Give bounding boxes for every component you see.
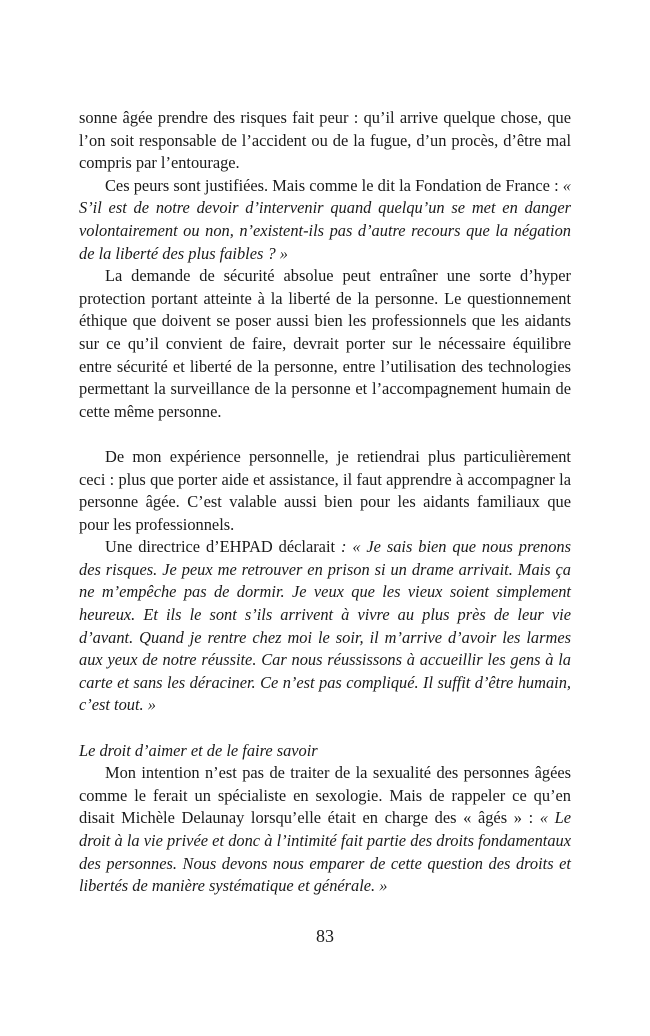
inline-quote-directrice-ehpad: : « Je sais bien que nous prenons des risques. Je peux me retrouver en prison si un drame arrivait. Mais ça ne m’empêche pas de dormir. Je veux que les vieux soient simplement heureux. Et ils le sont s’ils arrivent à vivre au plus près de leur vie d’avant. Quand je rentre chez moi le soir, il m’arrive d’avoir les larmes aux yeux de notre réussite. Car nous réussissons à accueillir les gens à la carte et sans les déraciner. Ce n’est pas compliqué. Il suffit d’être humain, c’est tout. »	[79, 537, 571, 715]
inline-quote-michele-delaunay: « Le droit à la vie privée et donc à l’intimité fait partie des droits fondamentaux des personnes. Nous devons nous emparer de cette question des droits et libertés de manière systématique et générale. »	[79, 808, 571, 896]
page-number: 83	[316, 926, 334, 946]
section-subheading: Le droit d’aimer et de le faire savoir	[79, 740, 318, 760]
paragraph-fondation-de-france	[79, 175, 571, 265]
paragraph-lead-text: Ces peurs sont justifiées. Mais comme le dit la Fondation de France :	[105, 175, 563, 195]
paragraph-lead-text: Mon intention n’est pas de traiter de la sexualité des personnes âgées comme le ferait un spécialiste en sexologie. Mais de rappeler ce qu’en disait Michèle Delaunay lorsqu’elle était en charge des « âgés » :	[79, 763, 571, 828]
paragraph-securite-absolue: La demande de sécurité absolue peut entraîner une sorte d’hyper protection portant atteinte à la liberté de la personne. Le questionnement éthique que doivent se poser aussi bien les professionnels que les aidants sur ce qu’il convient de faire, devrait porter sur le nécessaire équilibre entre sécurité et liberté de la personne, entre l’utilisation des technologies permettant la surveillance de la personne et l’accompagnement humain de cette même personne.	[79, 266, 571, 421]
paragraph-michele-delaunay	[79, 762, 571, 898]
inline-quote-fondation-de-france: « S’il est de notre devoir d’intervenir quand quelqu’un se met en danger volontairement ou non, n’existent-ils pas d’autre recours que la négation de la liberté des plus faibles ? »	[79, 175, 571, 263]
paragraph-lead-text: Une directrice d’EHPAD déclarait	[105, 537, 341, 557]
page-text-block	[79, 107, 571, 898]
paragraph-experience-personnelle: De mon expérience personnelle, je retiendrai plus particulièrement ceci : plus que porter aide et assistance, il faut apprendre à accompagner la personne âgée. C’est valable aussi bien pour les aidants familiaux que pour les professionnels.	[79, 446, 571, 534]
paragraph-directrice-ehpad	[79, 536, 571, 717]
subheading-spacer	[79, 717, 571, 740]
paragraph-continuation: sonne âgée prendre des risques fait peur : qu’il arrive quelque chose, que l’on soit responsable de l’accident ou de la fugue, d’un procès, d’être mal compris par l’entourage.	[79, 108, 571, 173]
paragraph-spacer	[79, 423, 571, 446]
